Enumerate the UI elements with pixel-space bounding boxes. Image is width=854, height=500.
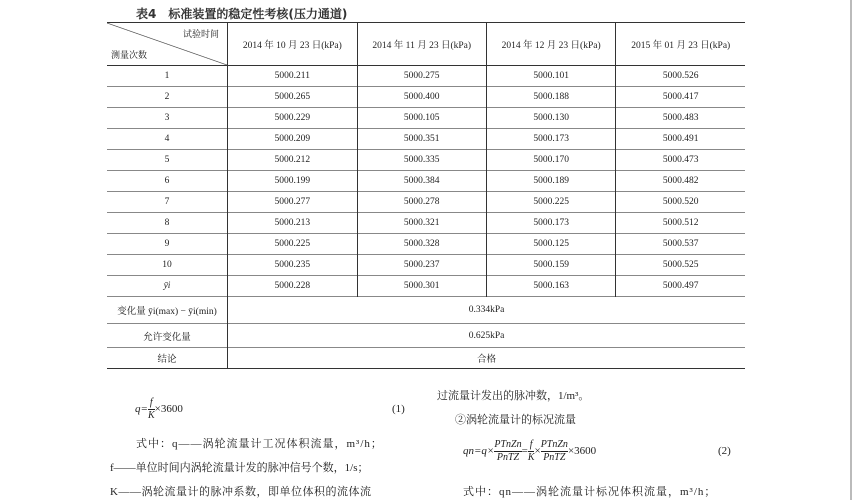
corner-bottom: 测量次数: [111, 50, 148, 60]
cell-value: 5000.384: [357, 171, 486, 192]
cell-value: 5000.275: [357, 66, 486, 87]
table-row: [107, 234, 745, 255]
cell-value: 5000.278: [357, 192, 486, 213]
cell-value: 5000.209: [228, 129, 358, 150]
cell-value: 5000.235: [228, 255, 358, 276]
row-label: 2: [164, 92, 170, 102]
change-row: [107, 297, 745, 324]
allowed-label: 允许变化量: [143, 332, 191, 343]
cell-value: 5000.101: [486, 66, 616, 87]
table-row: [107, 171, 745, 192]
cell-value: 5000.473: [616, 150, 745, 171]
body-line: 过流量计发出的脉冲数，1/m³。: [437, 390, 590, 402]
table-header-row: [107, 23, 745, 66]
col-header: 2014 年 10 月 23 日(kPa): [228, 23, 358, 66]
cell-value: 5000.189: [486, 171, 616, 192]
cell-value: 5000.277: [228, 192, 358, 213]
row-label: 5: [164, 155, 170, 165]
cell-value: 5000.321: [357, 213, 486, 234]
cell-value: 5000.351: [357, 129, 486, 150]
equation-1: q= $\frac{f}{K}$ ×3600: [135, 397, 183, 421]
cell-value: 5000.265: [228, 87, 358, 108]
col-header: 2014 年 12 月 23 日(kPa): [486, 23, 616, 66]
body-line: ②涡轮流量计的标况流量: [455, 414, 576, 426]
col-header: 2014 年 11 月 23 日(kPa): [357, 23, 486, 66]
cell-value: 5000.125: [486, 234, 616, 255]
table-row: [107, 150, 745, 171]
row-label: 10: [162, 260, 172, 270]
table-row: [107, 87, 745, 108]
table-row: [107, 129, 745, 150]
cell-value: 5000.400: [357, 87, 486, 108]
table-row: [107, 108, 745, 129]
row-label: ȳi: [163, 281, 171, 291]
cell-value: 5000.199: [228, 171, 358, 192]
conclusion-row: [107, 348, 745, 369]
cell-value: 5000.525: [616, 255, 745, 276]
cell-value: 5000.173: [486, 213, 616, 234]
body-line: 式中：qn——涡轮流量计标况体积流量，m³/h；: [463, 486, 717, 498]
cell-value: 5000.417: [616, 87, 745, 108]
cell-value: 5000.228: [228, 276, 358, 297]
page-edge: [850, 0, 852, 500]
conclusion-value: 合格: [228, 348, 746, 369]
row-label: 6: [164, 176, 170, 186]
row-label: 9: [164, 239, 170, 249]
cell-value: 5000.526: [616, 66, 745, 87]
col-header: 2015 年 01 月 23 日(kPa): [616, 23, 745, 66]
mean-row: [107, 276, 745, 297]
table-row: [107, 66, 745, 87]
table-row: [107, 192, 745, 213]
conclusion-label: 结论: [157, 355, 177, 365]
cell-value: 5000.328: [357, 234, 486, 255]
stability-table: [107, 22, 745, 369]
cell-value: 5000.225: [228, 234, 358, 255]
cell-value: 5000.497: [616, 276, 745, 297]
cell-value: 5000.537: [616, 234, 745, 255]
cell-value: 5000.229: [228, 108, 358, 129]
cell-value: 5000.512: [616, 213, 745, 234]
cell-value: 5000.237: [357, 255, 486, 276]
cell-value: 5000.520: [616, 192, 745, 213]
cell-value: 5000.301: [357, 276, 486, 297]
row-label: 3: [164, 113, 170, 123]
cell-value: 5000.159: [486, 255, 616, 276]
row-label: 1: [164, 71, 170, 81]
table-row: [107, 213, 745, 234]
cell-value: 5000.163: [486, 276, 616, 297]
cell-value: 5000.491: [616, 129, 745, 150]
row-label: 4: [164, 134, 170, 144]
cell-value: 5000.213: [228, 213, 358, 234]
cell-value: 5000.105: [357, 108, 486, 129]
cell-value: 5000.130: [486, 108, 616, 129]
allowed-row: [107, 324, 745, 348]
corner-top: 试验时间: [182, 29, 219, 39]
cell-value: 5000.188: [486, 87, 616, 108]
row-label: 8: [164, 218, 170, 228]
table-row: [107, 255, 745, 276]
equation-1-number: (1): [392, 403, 405, 415]
body-line: f——单位时间内涡轮流量计发的脉冲信号个数，1/s；: [110, 462, 369, 474]
cell-value: 5000.211: [228, 66, 358, 87]
body-line: K——涡轮流量计的脉冲系数，即单位体积的流体流: [110, 486, 372, 498]
cell-value: 5000.335: [357, 150, 486, 171]
equation-2: qn=q× $\frac{\text{PTnZn}}{\text{PnTZ}}$ = $\frac{f}{K}$ × $\frac{\text{PTnZn}}{\text{PnTZ}}$ ×3600: [463, 439, 597, 463]
cell-value: 5000.212: [228, 150, 358, 171]
cell-value: 5000.225: [486, 192, 616, 213]
cell-value: 5000.483: [616, 108, 745, 129]
cell-value: 5000.173: [486, 129, 616, 150]
body-line: 式中：q——涡轮流量计工况体积流量，m³/h；: [136, 438, 383, 450]
cell-value: 5000.482: [616, 171, 745, 192]
row-label: 7: [164, 197, 170, 207]
change-value: 0.334kPa: [228, 297, 746, 324]
cell-value: 5000.170: [486, 150, 616, 171]
change-label: 变化量 ȳi(max) − ȳi(min): [117, 307, 217, 317]
corner-cell: [107, 23, 228, 66]
equation-2-number: (2): [718, 445, 731, 457]
allowed-value: 0.625kPa: [228, 324, 746, 348]
table-title: 表4 标准装置的稳定性考核(压力通道): [136, 7, 348, 21]
